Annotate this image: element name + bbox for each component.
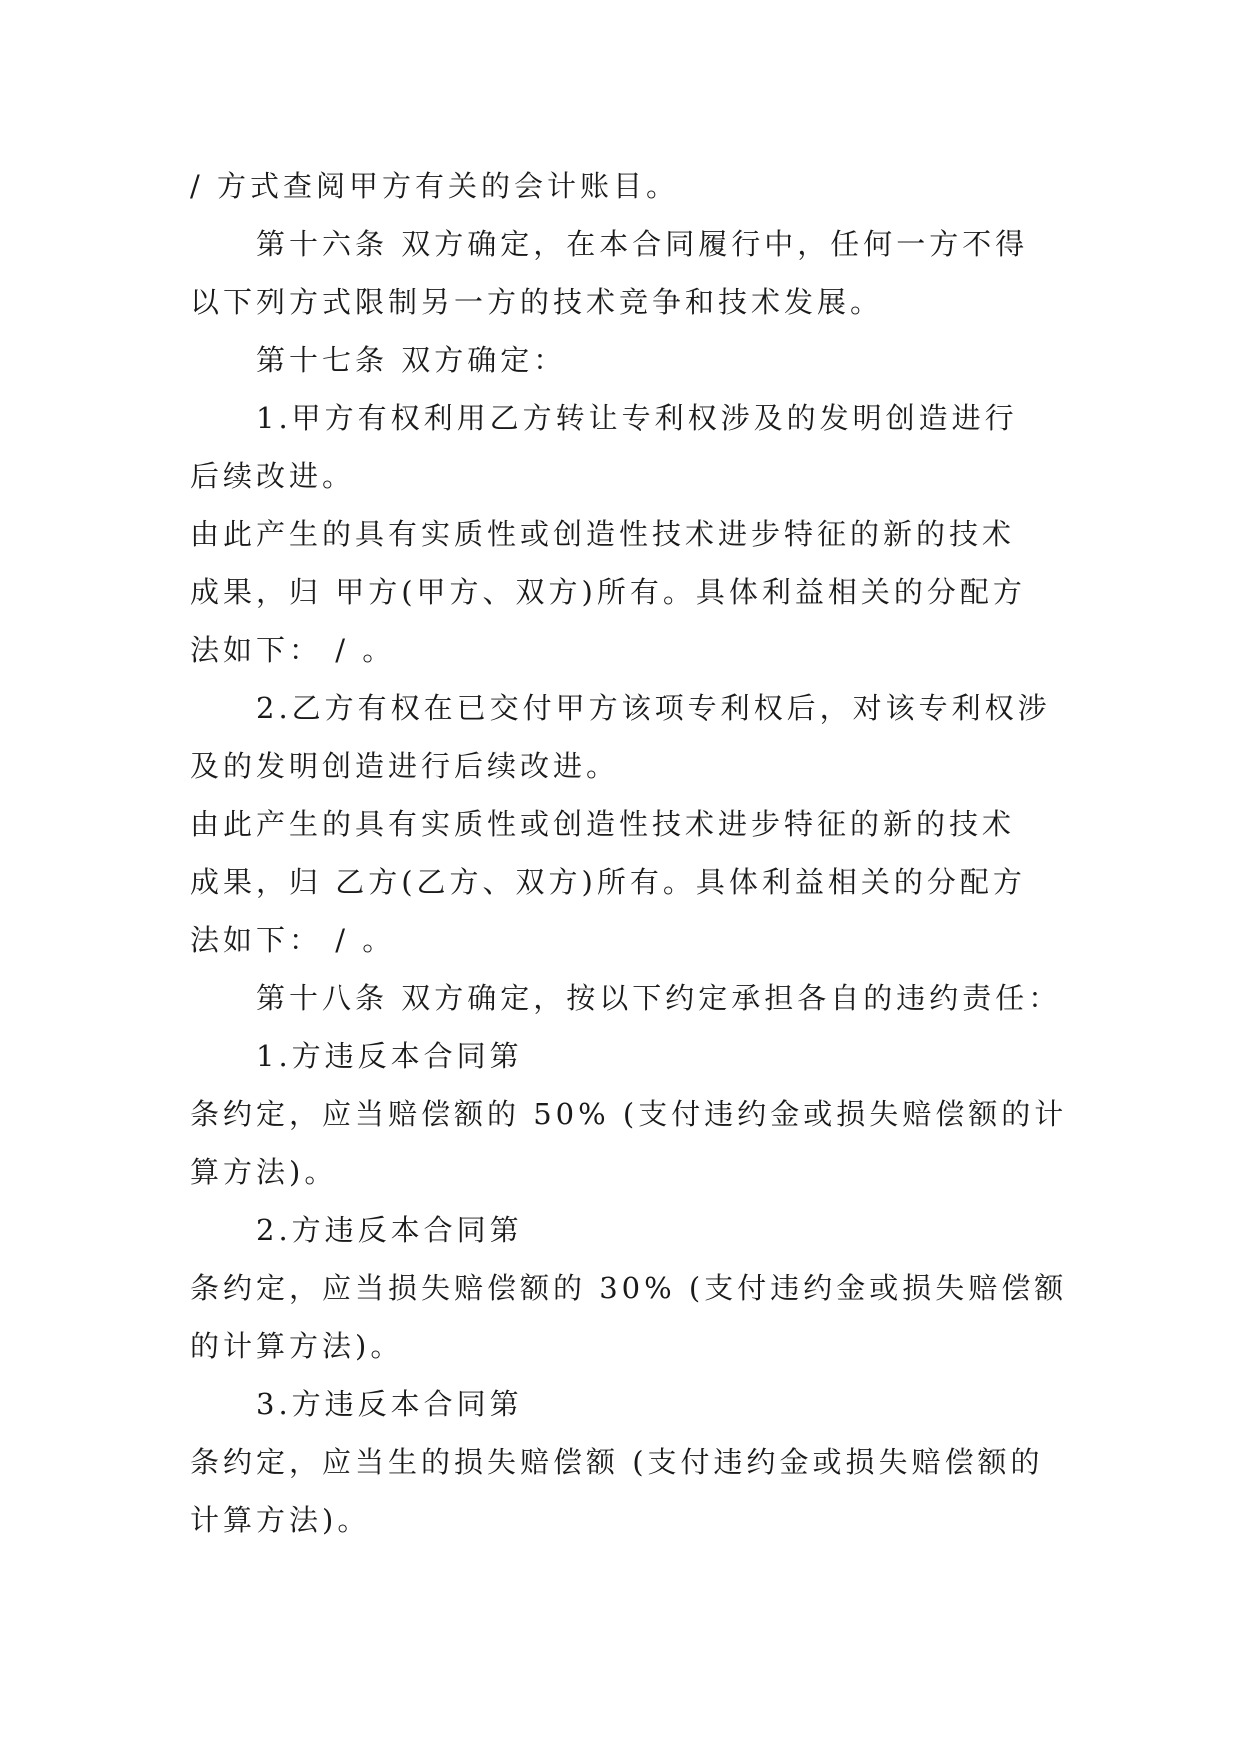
text-line: 1.甲方有权利用乙方转让专利权涉及的发明创造进行 [256, 401, 1018, 435]
text-line: 3.方违反本合同第 [256, 1387, 523, 1421]
text-line: 的计算方法)。 [190, 1329, 404, 1363]
text-line: 后续改进。 [190, 459, 356, 493]
text-line: 条约定，应当损失赔偿额的 30% (支付违约金或损失赔偿额 [190, 1271, 1068, 1305]
text-line: 第十七条 双方确定： [256, 343, 567, 377]
text-line: 由此产生的具有实质性或创造性技术进步特征的新的技术 [190, 517, 1016, 551]
text-line: 法如下： / 。 [190, 633, 396, 667]
text-line: 条约定，应当赔偿额的 50% (支付违约金或损失赔偿额的计 [190, 1097, 1068, 1131]
text-line: 第十六条 双方确定，在本合同履行中，任何一方不得 [256, 227, 1029, 261]
text-line: 成果，归 乙方(乙方、双方)所有。具体利益相关的分配方 [190, 865, 1026, 899]
text-line: 成果，归 甲方(甲方、双方)所有。具体利益相关的分配方 [190, 575, 1026, 609]
text-line: 由此产生的具有实质性或创造性技术进步特征的新的技术 [190, 807, 1016, 841]
text-line: 条约定，应当生的损失赔偿额 (支付违约金或损失赔偿额的 [190, 1445, 1044, 1479]
text-line: 2.乙方有权在已交付甲方该项专利权后，对该专利权涉 [256, 691, 1051, 725]
text-line: 法如下： / 。 [190, 923, 396, 957]
text-line: 2.方违反本合同第 [256, 1213, 523, 1247]
contract-text [190, 157, 1068, 1549]
text-line: 计算方法)。 [190, 1503, 371, 1537]
text-line: 以下列方式限制另一方的技术竞争和技术发展。 [190, 285, 884, 319]
text-line: / 方式查阅甲方有关的会计账目。 [190, 169, 679, 203]
text-line: 算方法)。 [190, 1155, 338, 1189]
text-line: 第十八条 双方确定，按以下约定承担各自的违约责任： [256, 981, 1062, 1015]
text-line: 1.方违反本合同第 [256, 1039, 523, 1073]
text-line: 及的发明创造进行后续改进。 [190, 749, 620, 783]
